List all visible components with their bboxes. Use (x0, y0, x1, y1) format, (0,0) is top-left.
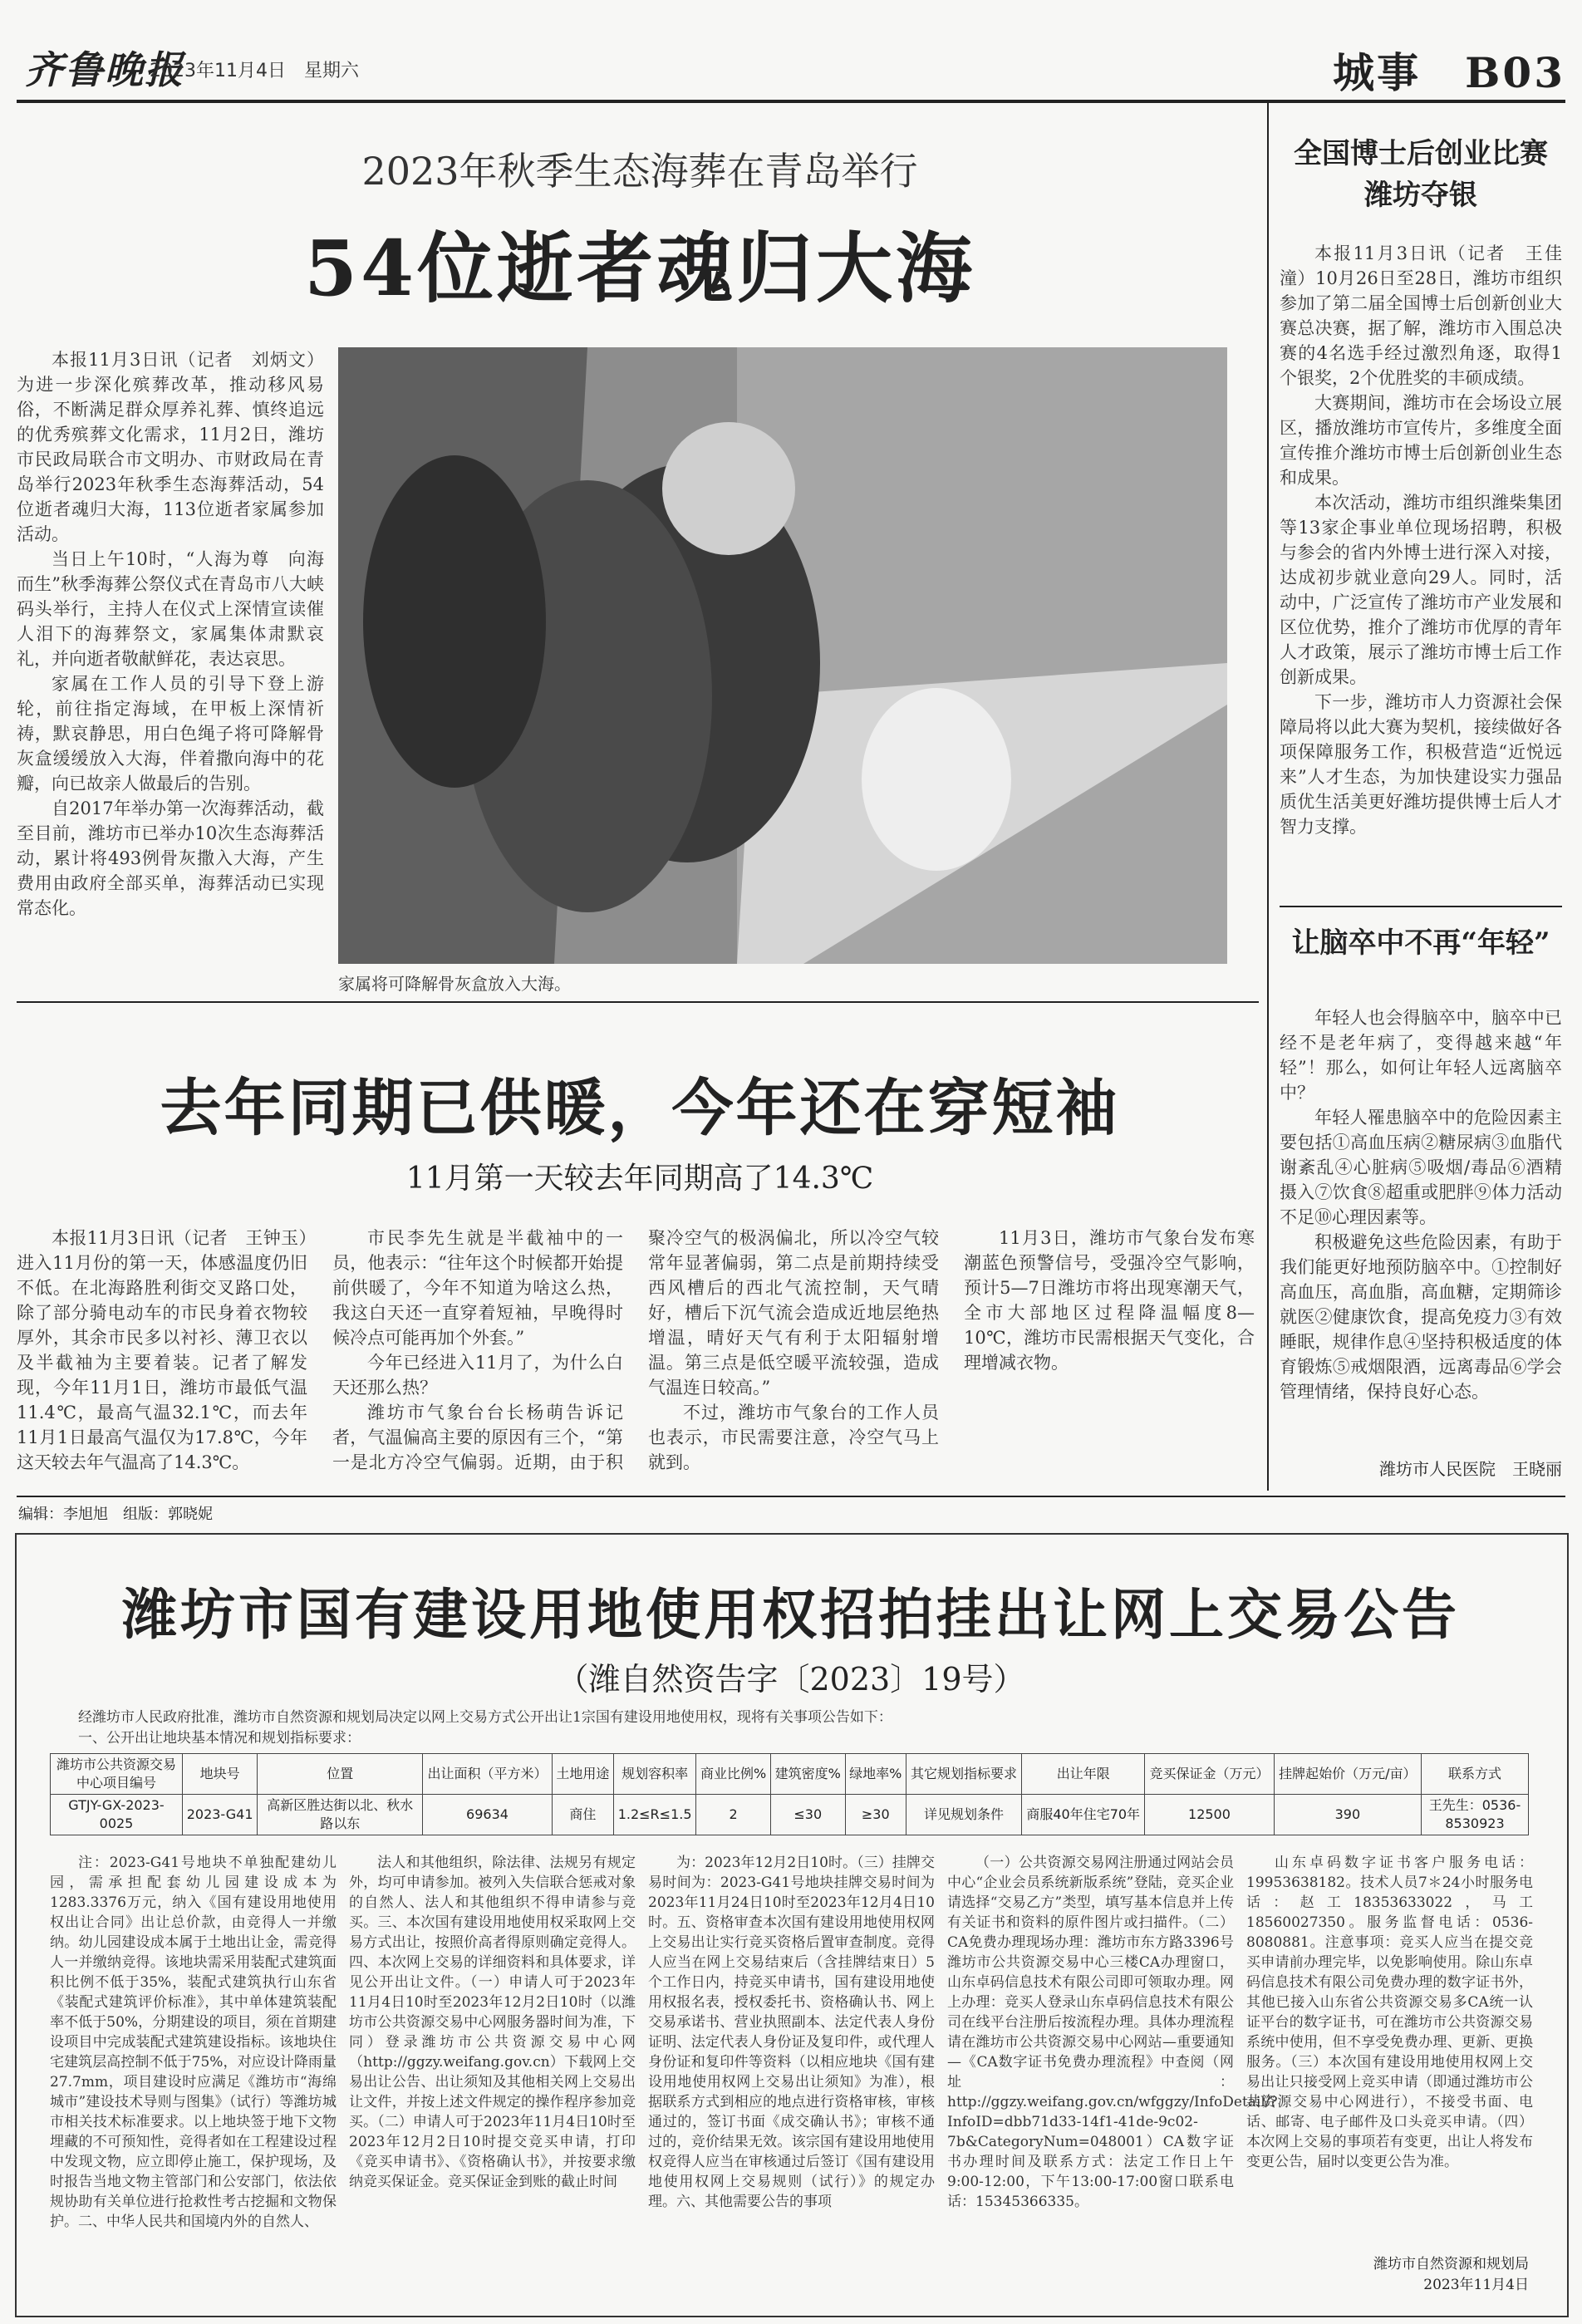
side2-para: 年轻人罹患脑卒中的危险因素主要包括①高血压病②糖尿病③血脂代谢紊乱④心脏病⑤吸烟/毒品⑥酒精摄入⑦饮食⑧超重或肥胖⑨体力活动不足⑩心理因素等。 (1280, 1108, 1562, 1227)
table-header-cell: 建筑密度% (770, 1754, 845, 1795)
story1-para: 当日上午10时，“人海为尊 向海而生”秋季海葬公祭仪式在青岛市八大峡码头举行，主持人在仪式上深情宣读催人泪下的海葬祭文，家属集体肃默哀礼，并向逝者敬献鲜花，表达哀思。 (17, 549, 324, 669)
table-cell: GTJY-GX-2023-0025 (51, 1795, 183, 1835)
story2-subtitle: 11月第一天较去年同期高了14.3℃ (405, 1162, 874, 1196)
notice-signature: 潍坊市自然资源和规划局 (1373, 2256, 1529, 2272)
notice-intro-2: 一、公开出让地块基本情况和规划指标要求： (78, 1730, 361, 1747)
notice-subtitle: （潍自然资告字〔2023〕19号） (557, 1661, 1025, 1698)
notice-date: 2023年11月4日 (1423, 2277, 1529, 2293)
story1-subtitle: 2023年秋季生态海葬在青岛举行 (361, 149, 918, 194)
table-header-cell: 商业比例% (696, 1754, 771, 1795)
table-header-cell: 潍坊市公共资源交易中心项目编号 (51, 1754, 183, 1795)
notice-column (50, 1853, 337, 2232)
story2-para: 市民李先生就是半截袖中的一员，他表示：“往年这个时候都开始提前供暖了，今年不知道为啥这么热，我这白天还一直穿着短袖，早晚得时候冷点可能再加个外套。” (332, 1228, 623, 1348)
table-cell: 商服40年住宅70年 (1022, 1795, 1145, 1835)
story1-title: 54位逝者魂归大海 (303, 224, 976, 313)
table-cell: 商住 (552, 1795, 613, 1835)
masthead-logo: 齐鲁晚报 (25, 47, 184, 92)
side1-para: 大赛期间，潍坊市在会场设立展区，播放潍坊市宣传片，多维度全面宣传推介潍坊市博士后创新创业生态和成果。 (1280, 393, 1562, 488)
story1-para: 自2017年举办第一次海葬活动，截至目前，潍坊市已举办10次生态海葬活动，累计将493例骨灰撒入大海，产生费用由政府全部买单，海葬活动已实现常态化。 (17, 798, 324, 918)
masthead-date: 2023年11月4日 星期六 (150, 61, 359, 81)
table-header-cell: 联系方式 (1422, 1754, 1529, 1795)
notice-column (1246, 1853, 1533, 2172)
side2-title: 让脑卒中不再“年轻” (1291, 926, 1550, 960)
table-cell: 详见规划条件 (906, 1795, 1021, 1835)
notice-column (349, 1853, 636, 2192)
table-header-cell: 土地用途 (552, 1754, 613, 1795)
editor-credit: 编辑：李旭旭 组版：郭晓妮 (18, 1506, 213, 1523)
story2-title: 去年同期已供暖，今年还在穿短袖 (160, 1073, 1120, 1144)
table-header-row (51, 1754, 1529, 1795)
table-cell: 12500 (1145, 1795, 1274, 1835)
story2-para: 潍坊市气象台台长杨萌告诉记者，气温偏高主要的原因有三个，“第一是北方冷空气偏弱。近期，由于积聚冷空气的极涡偏北，所以冷空气较常年显著偏弱，第二点是前期持续受西风槽后的西北气流控制，天气晴好，槽后下沉气流会造成近地层绝热增温，晴好天气有利于太阳辐射增温。第三点是低空暖平流较强，造成气温连日较高。” (332, 1228, 939, 1472)
table-cell: 1.2≤R≤1.5 (613, 1795, 695, 1835)
story2-body (17, 1226, 1255, 1475)
side1-title: 全国博士后创业比赛 潍坊夺银 (1294, 137, 1548, 212)
story2-para: 不过，潍坊市气象台的工作人员也表示，市民需要注意，冷空气马上就到。 (648, 1403, 939, 1472)
table-header-cell: 出让面积（平方米） (423, 1754, 552, 1795)
story1-para: 本报11月3日讯（记者 刘炳文）为进一步深化殡葬改革，推动移风易俗，不断满足群众厚养礼葬、慎终追远的优秀殡葬文化需求，11月2日，潍坊市民政局联合市文明办、市财政局在青岛举行2023年秋季生态海葬活动，54位逝者魂归大海，113位逝者家属参加活动。 (17, 350, 324, 544)
table-cell: 69634 (423, 1795, 552, 1835)
side2-para: 年轻人也会得脑卒中，脑卒中已经不是老年病了，变得越来越“年轻”！那么，如何让年轻人远离脑卒中？ (1280, 1008, 1562, 1103)
story2-para: 11月3日，潍坊市气象台发布寒潮蓝色预警信号，受强冷空气影响，预计5—7日潍坊市将出现寒潮天气，全市大部地区过程降温幅度8—10℃，潍坊市民需根据天气变化，合理增减衣物。 (964, 1228, 1255, 1373)
side2-signature: 潍坊市人民医院 王晓丽 (1379, 1459, 1562, 1479)
table-header-cell: 规划容积率 (613, 1754, 695, 1795)
notice-text: 为：2023年12月2日10时。（三）挂牌交易时间为：2023-G41号地块挂牌交易时间为2023年11月24日10时至2023年12月4日10时。五、资格审查本次国有建设用地使用权网上交易出让实行竞买资格后置审查制度。竞得人应当在网上交易结束后（含挂牌结束日）5个工作日内，持竞买申请书，国有建设用地使用权报名表，授权委托书、资格确认书、网上交易承诺书、营业执照副本、法定代表人身份证明、法定代表人身份证及复印件，或代理人身份证和复印件等资料（以相应地块《国有建设用地使用权网上交易出让须知》为准），根据联系方式到相应的地点进行资格审核，审核通过的，签订书面《成交确认书》；审核不通过的，竞价结果无效。该宗国有建设用地使用权竞得人应当在审核通过后签订《国有建设用地使用权网上交易规则（试行）》的规定办理。六、其他需要公告的事项 (648, 1855, 935, 2210)
story2-para: 今年已经进入11月了，为什么白天还那么热？ (332, 1353, 623, 1398)
photo-illustration (338, 347, 1227, 964)
notice-text: 注：2023-G41号地块不单独配建幼儿园，需承担配套幼儿园建设成本为1283.3376万元，纳入《国有建设用地使用权出让合同》出让总价款，由竞得人一并缴纳。幼儿园建设成本属于土地出让金，需竞得人一并缴纳竞得。该地块需采用装配式建筑面积比例不低于35%，装配式建筑执行山东省《装配式建筑评价标准》，其中单体建筑装配率不低于50%，分期建设的项目，须在首期建设项目中完成装配式建筑建设指标。该地块住宅建筑层高控制不低于75%，对应设计降雨量27.7mm，项目建设时应满足《潍坊市“海绵城市”建设技术导则与图集》（试行）等潍坊城市相关技术标准要求。以上地块签于地下文物埋藏的不可预知性，竞得者如在工程建设过程中发现文物，应立即停止施工，保护现场，及时报告当地文物主管部门和公安部门，依法依规协助有关单位进行抢救性考古挖掘和文物保护。二、中华人民共和国境内外的自然人、 (50, 1855, 337, 2230)
side-divider (1280, 906, 1562, 907)
side1-para: 本报11月3日讯（记者 王佳潼）10月26日至28日，潍坊市组织参加了第二届全国博士后创新创业大赛总决赛，据了解，潍坊市入围总决赛的4名选手经过激烈角逐，取得1个银奖，2个优胜奖的丰硕成绩。 (1280, 243, 1562, 388)
column-divider (1267, 103, 1269, 1491)
notice-text: 法人和其他组织，除法律、法规另有规定外，均可申请参加。被列入失信联合惩戒对象的自然人、法人和其他组织不得申请参与竞买。三、本次国有建设用地使用权采取网上交易方式出让，按照价高者得原则确定竞得人。四、本次网上交易的详细资料和具体要求，详见公开出让文件。（一）申请人可于2023年11月4日10时至2023年12月2日10时（以潍坊市公共资源交易中心网服务器时间为准，下同）登录潍坊市公共资源交易中心网（http://ggzy.weifang.gov.cn）下载网上交易出让公告、出让须知及其他相关网上交易出让文件，并按上述文件规定的操作程序参加竞买。（二）申请人可于2023年11月4日10时至2023年12月2日10时提交竞买申请，打印《竞买申请书》、《资格确认书》，并按要求缴纳竞买保证金。竞买保证金到账的截止时间 (349, 1855, 636, 2190)
side1-para: 下一步，潍坊市人力资源社会保障局将以此大赛为契机，接续做好各项保障服务工作，积极营造“近悦远来”人才生态，为加快建设实力强品质优生活美更好潍坊提供博士后人才智力支撑。 (1280, 692, 1562, 837)
table-header-cell: 竞买保证金（万元） (1145, 1754, 1274, 1795)
side2-body (1280, 1005, 1562, 1404)
side1-body (1280, 241, 1562, 839)
table-cell: ≤30 (770, 1795, 845, 1835)
table-header-cell: 挂牌起始价（万元/亩） (1274, 1754, 1421, 1795)
side1-para: 本次活动，潍坊市组织潍柴集团等13家企事业单位现场招聘，积极与参会的省内外博士进行深入对接，达成初步就业意向29人。同时，活动中，广泛宣传了潍坊市产业发展和区位优势，推介了潍坊市优厚的青年人才政策，展示了潍坊市博士后工作创新成果。 (1280, 493, 1562, 687)
notice-column (947, 1853, 1278, 2212)
story1-body (17, 347, 324, 921)
notice-column (648, 1853, 935, 2212)
table-header-cell: 出让年限 (1022, 1754, 1145, 1795)
section-divider (17, 1001, 1259, 1003)
notice-text: （一）公共资源交易网注册通过网站会员中心“企业会员系统新版系统”登陆，竞买企业请选择“交易乙方”类型，填写基本信息并上传有关证书和资料的原件图片或扫描件。（二）CA免费办理现场办理：潍坊市东方路3396号潍坊市公共资源交易中心三楼CA办理窗口，山东卓码信息技术有限公司即可领取办理。网上办理：竞买人登录山东卓码信息技术有限公司在线平台注册后按流程办理。具体办理流程请在潍坊市公共资源交易中心网站—重要通知—《CA数字证书免费办理流程》中查阅（网址：http://ggzy.weifang.gov.cn/wfggzy/InfoDetail/?InfoID=dbb71d33-14f1-41de-9c02-7b&CategoryNum=048001）CA数字证书办理时间及联系方式：法定工作日上午9:00-12:00，下午13:00-17:00窗口联系电话：15345366335。 (947, 1855, 1278, 2210)
side2-para: 积极避免这些危险因素，有助于我们能更好地预防脑卒中。①控制好高血压，高血脂，高血糖，定期筛诊就医②健康饮食，提高免疫力③有效睡眠，规律作息④坚持积极适度的体育锻炼⑤戒烟限酒，远离毒品⑥学会管理情绪，保持良好心态。 (1280, 1232, 1562, 1402)
notice-text: 山东卓码数字证书客户服务电话：19953638182。技术人员7＊24小时服务电话：赵工18353633022，马工18560027350。服务监督电话：0536-8080881。注意事项：竞买人应当在提交竞买申请前办理完毕，以免影响使用。除山东卓码信息技术有限公司免费办理的数字证书外，其他已接入山东省公共资源交易多CA统一认证平台的数字证书，可在潍坊市公共资源交易系统中使用，但不享受免费办理、更新、更换服务。（三）本次国有建设用地使用权网上交易出让只接受网上竞买申请（即通过潍坊市公共资源交易中心网进行），不接受书面、电话、邮寄、电子邮件及口头竞买申请。（四）本次网上交易的事项若有变更，出让人将发布变更公告，届时以变更公告为准。 (1246, 1855, 1533, 2170)
photo-caption: 家属将可降解骨灰盒放入大海。 (338, 974, 571, 994)
news-photo (338, 347, 1227, 964)
table-cell: 高新区胜达街以北、秋水路以东 (258, 1795, 423, 1835)
table-cell: 王先生：0536-8530923 (1422, 1795, 1529, 1835)
notice-title: 潍坊市国有建设用地使用权招拍挂出让网上交易公告 (122, 1582, 1460, 1647)
table-row (51, 1795, 1529, 1835)
table-cell: 2023-G41 (183, 1795, 258, 1835)
story1-para: 家属在工作人员的引导下登上游轮，前往指定海域，在甲板上深情祈祷，默哀静思，用白色绳子将可降解骨灰盒缓缓放入大海，伴着撒向海中的花瓣，向已故亲人做最后的告别。 (17, 674, 324, 794)
table-cell: ≥30 (845, 1795, 906, 1835)
masthead-rule (17, 100, 1565, 103)
story2-para: 本报11月3日讯（记者 王钟玉）进入11月份的第一天，体感温度仍旧不低。在北海路胜利街交叉路口处，除了部分骑电动车的市民身着衣物较厚外，其余市民多以衬衫、薄卫衣以及半截袖为主要着装。记者了解发现，今年11月1日，潍坊市最低气温11.4℃，最高气温32.1℃，而去年11月1日最高气温仅为17.8℃，今年这天较去年气温高了14.3℃。 (17, 1228, 307, 1472)
table-cell: 390 (1274, 1795, 1421, 1835)
notice-intro: 经潍坊市人民政府批准，潍坊市自然资源和规划局决定以网上交易方式公开出让1宗国有建设用地使用权，现将有关事项公告如下： (78, 1709, 892, 1726)
table-cell: 2 (696, 1795, 771, 1835)
table-header-cell: 其它规划指标要求 (906, 1754, 1021, 1795)
table-header-cell: 绿地率% (845, 1754, 906, 1795)
land-info-table (50, 1753, 1529, 1835)
footer-rule (17, 1496, 1565, 1497)
table-header-cell: 地块号 (183, 1754, 258, 1795)
section-label: 城事 B03 (1333, 48, 1565, 97)
table-header-cell: 位置 (258, 1754, 423, 1795)
